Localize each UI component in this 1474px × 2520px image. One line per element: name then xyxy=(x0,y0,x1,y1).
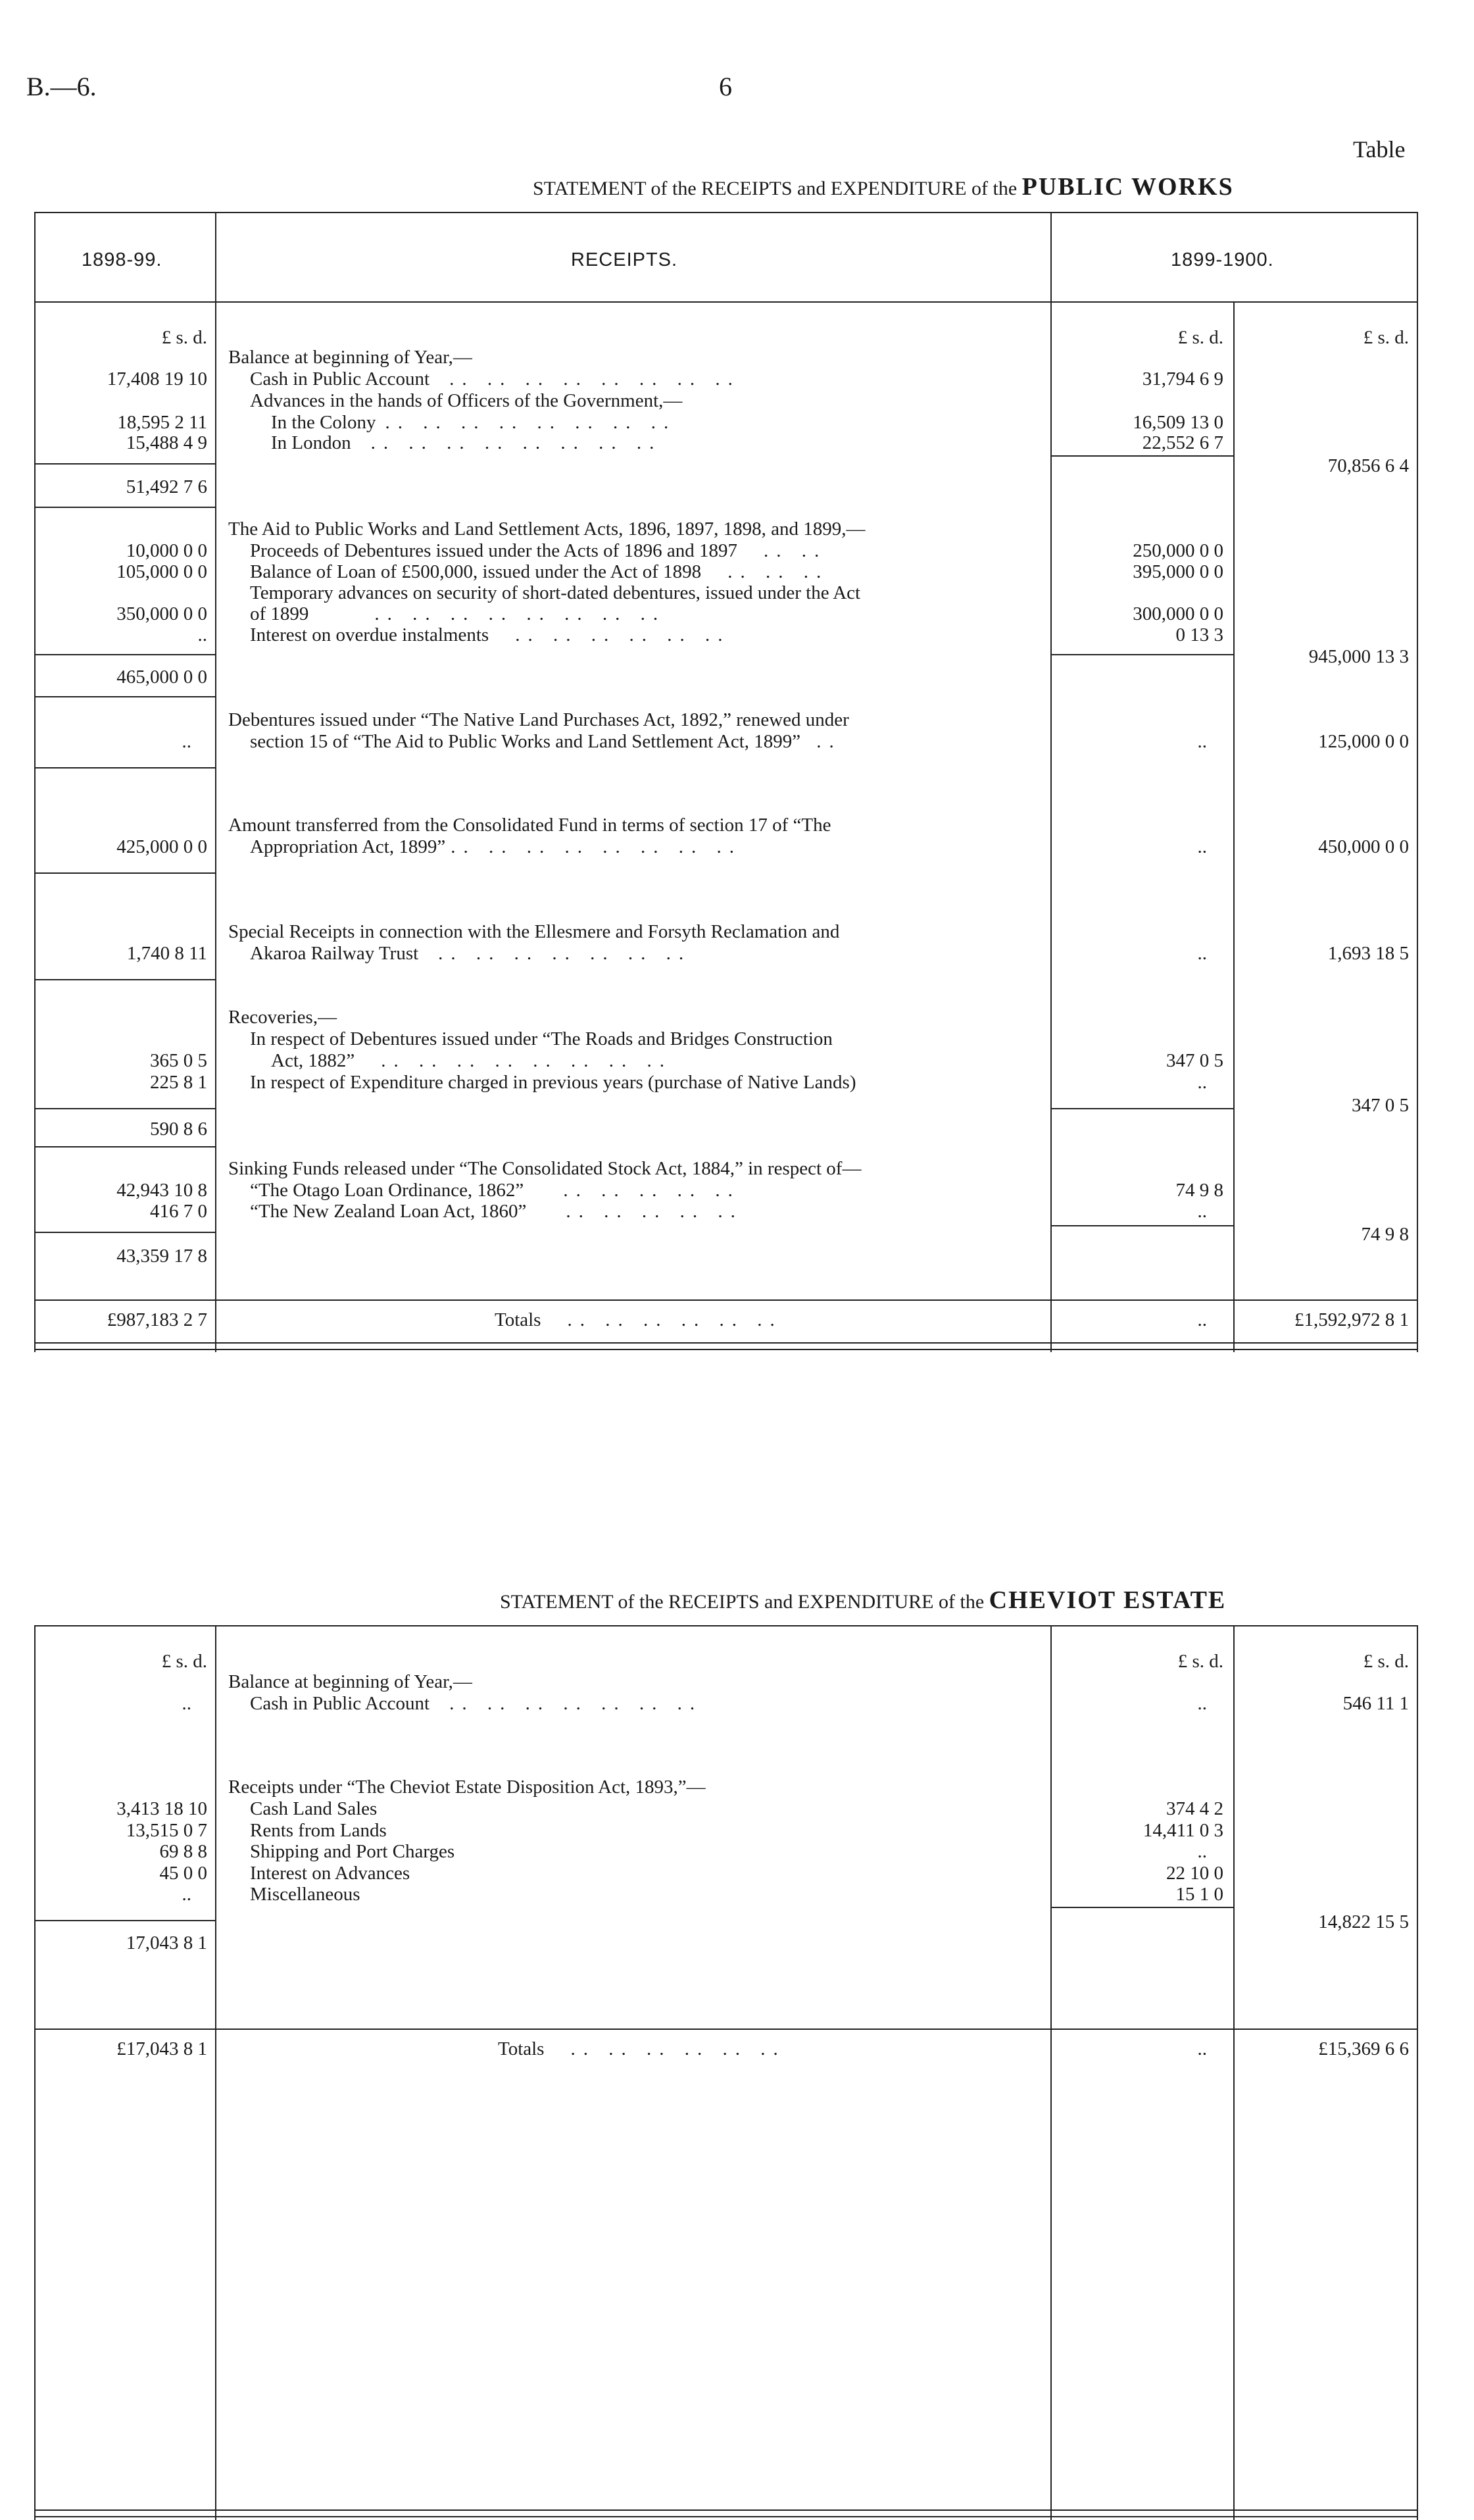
aid-proceeds-curr: 250,000 0 0 xyxy=(1133,540,1223,561)
table2-receipt-curr: .. xyxy=(1197,1841,1207,1862)
page-number: 6 xyxy=(719,72,732,101)
table2-receipt-label xyxy=(250,1798,377,1820)
table2-curr-rule xyxy=(1050,1907,1233,1908)
table2-currency-right: £ s. d. xyxy=(1363,1651,1409,1672)
recoveries-deb-line-1: In respect of Debentures issued under “The Roads and Bridges Construction xyxy=(250,1028,833,1049)
recoveries-exp-prev: 225 8 1 xyxy=(150,1072,207,1093)
table1-header-rule xyxy=(34,301,1418,303)
table1-right-border xyxy=(1417,212,1418,1352)
aid-interest-curr: 0 13 3 xyxy=(1175,624,1223,645)
table2-balance-heading: Balance at beginning of Year,— xyxy=(228,1671,472,1692)
table1-totals-mid: .. xyxy=(1197,1309,1207,1330)
aid-interest-prev: .. xyxy=(197,624,207,645)
table1-head-1899: 1899-1900. xyxy=(1171,249,1274,270)
consolidated-prev: 425,000 0 0 xyxy=(116,836,207,857)
table2-totals-label: Totals .. .. .. .. .. .. xyxy=(498,2038,786,2059)
aid-interest-label: Interest on overdue instalments .. .. .. .. .. .. xyxy=(250,624,731,645)
table2-receipt-label xyxy=(250,1841,454,1863)
consolidated-section-rule xyxy=(34,872,215,874)
table2-bottom-rule-1 xyxy=(34,2509,1418,2511)
balance-colony-label: In the Colony .. .. .. .. .. .. .. .. xyxy=(271,412,677,433)
balance-cash-prev: 17,408 19 10 xyxy=(107,368,207,390)
page-reference: B.—6. xyxy=(26,72,97,101)
table1-totals-label: Totals .. .. .. .. .. .. xyxy=(495,1309,783,1330)
table2-receipt-label-text: Cash Land Sales xyxy=(250,1798,378,1819)
table1-bottom-rule-2 xyxy=(34,1349,1418,1350)
aid-temp-label-1: Temporary advances on security of short-dated debentures, issued under the Act xyxy=(250,582,861,603)
table2-receipt-label xyxy=(250,1863,410,1884)
table2-receipts-total-curr: 14,822 15 5 xyxy=(1318,1911,1409,1932)
recoveries-prev-rule xyxy=(34,1108,215,1109)
table2-title-lead: STATEMENT of the RECEIPTS and EXPENDITURE of the xyxy=(500,1591,985,1613)
table1-bottom-rule-1 xyxy=(34,1342,1418,1344)
aid-loan-label: Balance of Loan of £500,000, issued under the Act of 1898 .. .. .. xyxy=(250,561,829,582)
table2-totals-label-text: Totals xyxy=(498,2038,545,2059)
aid-section-rule xyxy=(34,696,215,697)
special-prev: 1,740 8 11 xyxy=(126,943,207,964)
sinking-otago-curr: 74 9 8 xyxy=(1175,1180,1223,1201)
table2-cash-total: 546 11 1 xyxy=(1342,1693,1409,1714)
table2-title xyxy=(500,1586,1226,1615)
table1-totals-label-text: Totals xyxy=(495,1309,541,1330)
table2-totals-rule xyxy=(34,2029,1418,2030)
balance-london-label-text: In London xyxy=(271,432,351,453)
native-line-2-text: section 15 of “The Aid to Public Works and Land Settlement Act, 1899” xyxy=(250,731,801,752)
balance-colony-label-text: In the Colony xyxy=(271,412,376,433)
table2-receipt-label xyxy=(250,1884,360,1905)
balance-cash-label: Cash in Public Account .. .. .. .. .. .. .. .. xyxy=(250,368,741,390)
recoveries-total-curr: 347 0 5 xyxy=(1352,1095,1409,1116)
recoveries-section-rule xyxy=(34,1146,215,1147)
table1-totals-curr: £1,592,972 8 1 xyxy=(1294,1309,1409,1330)
sinking-otago-label: “The Otago Loan Ordinance, 1862” .. .. .. .. .. xyxy=(250,1180,741,1201)
balance-london-prev: 15,488 4 9 xyxy=(126,432,207,453)
table-label: Table xyxy=(1353,136,1406,163)
balance-london-label: In London .. .. .. .. .. .. .. .. xyxy=(271,432,662,453)
consolidated-mid: .. xyxy=(1197,836,1207,857)
table2-receipt-label xyxy=(250,1820,387,1842)
balance-prev-rule xyxy=(34,463,215,465)
native-prev: .. xyxy=(182,731,191,752)
aid-subtotal-prev: 465,000 0 0 xyxy=(116,667,207,688)
table2-subtotal-prev: 17,043 8 1 xyxy=(126,1932,207,1953)
aid-loan-label-text: Balance of Loan of £500,000, issued under the Act of 1898 xyxy=(250,561,702,582)
native-mid: .. xyxy=(1197,731,1207,752)
table1-title xyxy=(533,172,1234,201)
table1-totals-prev: £987,183 2 7 xyxy=(107,1309,207,1330)
table2-receipt-prev: 45 0 0 xyxy=(159,1863,207,1884)
table1-left-border xyxy=(34,212,36,1352)
table2-col-div-3 xyxy=(1233,1625,1235,2520)
table2-prev-rule xyxy=(34,1920,215,1921)
balance-london-curr: 22,552 6 7 xyxy=(1142,432,1223,453)
aid-temp-label-2: of 1899 .. .. .. .. .. .. .. .. xyxy=(250,603,666,624)
table2-right-border xyxy=(1417,1625,1418,2520)
consolidated-line-2: Appropriation Act, 1899” .. .. .. .. .. .. .. .. xyxy=(250,836,742,857)
table2-receipt-label-text: Miscellaneous xyxy=(250,1884,360,1905)
sinking-section-rule xyxy=(34,1299,1418,1301)
native-line-2: section 15 of “The Aid to Public Works and Land Settlement Act, 1899” .. xyxy=(250,731,842,752)
special-line-1: Special Receipts in connection with the Ellesmere and Forsyth Reclamation and xyxy=(228,921,840,942)
table2-cash-label: Cash in Public Account .. .. .. .. .. .. .. xyxy=(250,1693,703,1714)
sinking-otago-label-text: “The Otago Loan Ordinance, 1862” xyxy=(250,1180,524,1201)
table2-totals-mid: .. xyxy=(1197,2038,1207,2059)
sinking-nz-label: “The New Zealand Loan Act, 1860” .. .. .. .. .. xyxy=(250,1201,743,1222)
table2-totals-curr: £15,369 6 6 xyxy=(1318,2038,1409,2059)
table2-cash-label-text: Cash in Public Account xyxy=(250,1693,430,1714)
sinking-prev-rule xyxy=(34,1232,215,1233)
sinking-nz-curr: .. xyxy=(1197,1201,1207,1222)
table1-col-div-1 xyxy=(215,212,216,1352)
aid-interest-label-text: Interest on overdue instalments xyxy=(250,624,489,645)
aid-proceeds-label: Proceeds of Debentures issued under the Acts of 1896 and 1897 .. .. xyxy=(250,540,827,561)
sinking-nz-label-text: “The New Zealand Loan Act, 1860” xyxy=(250,1201,527,1222)
aid-proceeds-prev: 10,000 0 0 xyxy=(126,540,207,561)
recoveries-deb-line-2-text: Act, 1882” xyxy=(271,1050,355,1071)
table2-cash-prev: .. xyxy=(182,1693,191,1714)
aid-prev-rule xyxy=(34,654,215,655)
table2-receipt-label-text: Shipping and Port Charges xyxy=(250,1841,455,1862)
recoveries-curr-rule xyxy=(1050,1108,1233,1109)
aid-temp-label-2-text: of 1899 xyxy=(250,603,309,624)
table2-receipt-curr: 374 4 2 xyxy=(1166,1798,1223,1819)
recoveries-exp-label: In respect of Expenditure charged in previous years (purchase of Native Lands) xyxy=(250,1072,856,1093)
table2-currency-left: £ s. d. xyxy=(161,1651,207,1672)
balance-advances-heading: Advances in the hands of Officers of the Government,— xyxy=(250,390,683,411)
aid-heading: The Aid to Public Works and Land Settlement Acts, 1896, 1897, 1898, and 1899,— xyxy=(228,518,866,540)
table1-currency-right: £ s. d. xyxy=(1363,327,1409,348)
special-line-2: Akaroa Railway Trust .. .. .. .. .. .. .. xyxy=(250,943,692,964)
table2-receipt-label-text: Interest on Advances xyxy=(250,1863,410,1884)
table2-col-div-2 xyxy=(1050,1625,1052,2520)
table2-left-border xyxy=(34,1625,36,2520)
balance-cash-curr: 31,794 6 9 xyxy=(1142,368,1223,390)
recoveries-deb-curr: 347 0 5 xyxy=(1166,1050,1223,1071)
aid-proceeds-label-text: Proceeds of Debentures issued under the Acts of 1896 and 1897 xyxy=(250,540,737,561)
table2-receipt-curr: 15 1 0 xyxy=(1175,1884,1223,1905)
table1-head-receipts: RECEIPTS. xyxy=(571,249,678,270)
table1-top-rule xyxy=(34,212,1418,213)
table2-receipt-label-text: Rents from Lands xyxy=(250,1820,387,1841)
table1-currency-mid: £ s. d. xyxy=(1177,327,1223,348)
table2-title-bold: CHEVIOT ESTATE xyxy=(989,1586,1227,1614)
table1-title-lead: STATEMENT of the RECEIPTS and EXPENDITURE of the xyxy=(533,178,1018,199)
aid-curr-rule xyxy=(1050,654,1233,655)
recoveries-subtotal-prev: 590 8 6 xyxy=(150,1119,207,1140)
aid-temp-prev: 350,000 0 0 xyxy=(116,603,207,624)
recoveries-deb-prev: 365 0 5 xyxy=(150,1050,207,1071)
table1-title-bold: PUBLIC WORKS xyxy=(1021,173,1234,201)
special-section-rule xyxy=(34,979,215,980)
table1-currency-left: £ s. d. xyxy=(161,327,207,348)
table1-head-1898: 1898-99. xyxy=(82,249,162,270)
aid-loan-prev: 105,000 0 0 xyxy=(116,561,207,582)
table2-receipt-prev: .. xyxy=(182,1884,191,1905)
native-total: 125,000 0 0 xyxy=(1318,731,1409,752)
table1-col-div-2 xyxy=(1050,212,1052,1352)
sinking-otago-prev: 42,943 10 8 xyxy=(116,1180,207,1201)
balance-curr-rule xyxy=(1050,455,1233,457)
table2-receipt-prev: 3,413 18 10 xyxy=(116,1798,207,1819)
table1-col-div-3 xyxy=(1233,301,1235,1352)
sinking-heading: Sinking Funds released under “The Consolidated Stock Act, 1884,” in respect of— xyxy=(228,1158,862,1179)
sinking-nz-prev: 416 7 0 xyxy=(150,1201,207,1222)
balance-heading: Balance at beginning of Year,— xyxy=(228,347,472,368)
sinking-subtotal-prev: 43,359 17 8 xyxy=(116,1246,207,1267)
table2-currency-mid: £ s. d. xyxy=(1177,1651,1223,1672)
recoveries-exp-curr: .. xyxy=(1197,1072,1207,1093)
aid-total-curr: 945,000 13 3 xyxy=(1308,646,1409,667)
balance-subtotal-prev: 51,492 7 6 xyxy=(126,476,207,497)
consolidated-line-1: Amount transferred from the Consolidated Fund in terms of section 17 of “The xyxy=(228,815,831,836)
balance-colony-prev: 18,595 2 11 xyxy=(117,412,207,433)
consolidated-line-2-text: Appropriation Act, 1899” xyxy=(250,836,446,857)
table2-totals-prev: £17,043 8 1 xyxy=(116,2038,207,2059)
balance-section-rule xyxy=(34,507,215,508)
table2-bottom-rule-2 xyxy=(34,2516,1418,2517)
balance-colony-curr: 16,509 13 0 xyxy=(1133,412,1223,433)
special-mid: .. xyxy=(1197,943,1207,964)
table2-col-div-1 xyxy=(215,1625,216,2520)
balance-cash-label-text: Cash in Public Account xyxy=(250,368,430,390)
table2-receipt-prev: 69 8 8 xyxy=(159,1841,207,1862)
table2-receipt-prev: 13,515 0 7 xyxy=(126,1820,207,1841)
sinking-curr-rule xyxy=(1050,1225,1233,1226)
table2-receipt-curr: 14,411 0 3 xyxy=(1142,1820,1223,1841)
table2-cash-mid: .. xyxy=(1197,1693,1207,1714)
table2-receipt-curr: 22 10 0 xyxy=(1166,1863,1223,1884)
balance-total-curr: 70,856 6 4 xyxy=(1327,455,1409,476)
native-line-1: Debentures issued under “The Native Land Purchases Act, 1892,” renewed under xyxy=(228,709,849,730)
aid-temp-curr: 300,000 0 0 xyxy=(1133,603,1223,624)
recoveries-heading: Recoveries,— xyxy=(228,1007,337,1028)
consolidated-total: 450,000 0 0 xyxy=(1318,836,1409,857)
sinking-total-curr: 74 9 8 xyxy=(1361,1224,1409,1245)
special-total: 1,693 18 5 xyxy=(1327,943,1409,964)
native-section-rule xyxy=(34,767,215,769)
table2-top-rule xyxy=(34,1625,1418,1626)
aid-loan-curr: 395,000 0 0 xyxy=(1133,561,1223,582)
recoveries-deb-line-2: Act, 1882” .. .. .. .. .. .. .. .. xyxy=(271,1050,672,1071)
special-line-2-text: Akaroa Railway Trust xyxy=(250,943,419,964)
table2-receipts-heading: Receipts under “The Cheviot Estate Disposition Act, 1893,”— xyxy=(228,1777,706,1798)
